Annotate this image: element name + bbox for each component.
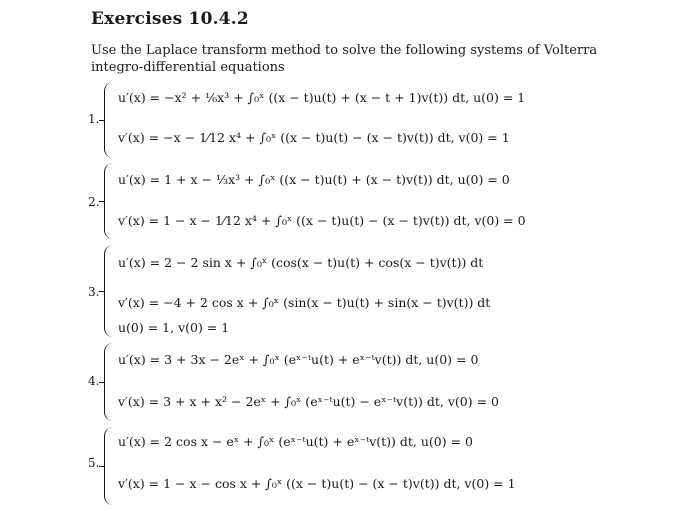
system-brace [104, 343, 114, 421]
equation-line: u′(x) = −x² + ⅙x³ + ∫₀ˣ ((x − t)u(t) + (x − t + 1)v(t)) dt, u(0) = 1 [118, 90, 526, 105]
intro-text: Use the Laplace transform method to solve the following systems of Volterra integro-differential equations [91, 43, 598, 75]
exercise-number: 2. [88, 195, 100, 209]
exercise-number: 4. [88, 374, 100, 388]
exercise-number: 3. [88, 285, 100, 299]
equation-line: v′(x) = 1 − x − 1⁄12 x⁴ + ∫₀ˣ ((x − t)u(t) − (x − t)v(t)) dt, v(0) = 0 [118, 213, 526, 228]
equation-line: u′(x) = 3 + 3x − 2eˣ + ∫₀ˣ (eˣ⁻ᵗu(t) + eˣ⁻ᵗv(t)) dt, u(0) = 0 [118, 352, 479, 367]
system-brace [104, 427, 114, 505]
system-brace [104, 245, 114, 337]
exercise-number: 1. [88, 112, 100, 126]
system-brace [104, 163, 114, 239]
equation-line: u′(x) = 1 + x − ⅓x³ + ∫₀ˣ ((x − t)u(t) + (x − t)v(t)) dt, u(0) = 0 [118, 172, 510, 187]
page-title: Exercises 10.4.2 [91, 9, 249, 29]
equation-line: v′(x) = −x − 1⁄12 x⁴ + ∫₀ˣ ((x − t)u(t) − (x − t)v(t)) dt, v(0) = 1 [118, 130, 510, 145]
equation-line: u′(x) = 2 − 2 sin x + ∫₀ˣ (cos(x − t)u(t) + cos(x − t)v(t)) dt [118, 255, 484, 270]
system-brace [104, 82, 114, 158]
equation-line: v′(x) = −4 + 2 cos x + ∫₀ˣ (sin(x − t)u(t) + sin(x − t)v(t)) dt [118, 295, 491, 310]
equation-line: u(0) = 1, v(0) = 1 [118, 320, 230, 335]
equation-line: v′(x) = 3 + x + x² − 2eˣ + ∫₀ˣ (eˣ⁻ᵗu(t) − eˣ⁻ᵗv(t)) dt, v(0) = 0 [118, 394, 499, 409]
equation-line: u′(x) = 2 cos x − eˣ + ∫₀ˣ (eˣ⁻ᵗu(t) + eˣ⁻ᵗv(t)) dt, u(0) = 0 [118, 434, 473, 449]
equation-line: v′(x) = 1 − x − cos x + ∫₀ˣ ((x − t)u(t) − (x − t)v(t)) dt, v(0) = 1 [118, 476, 516, 491]
exercise-number: 5. [88, 456, 100, 470]
